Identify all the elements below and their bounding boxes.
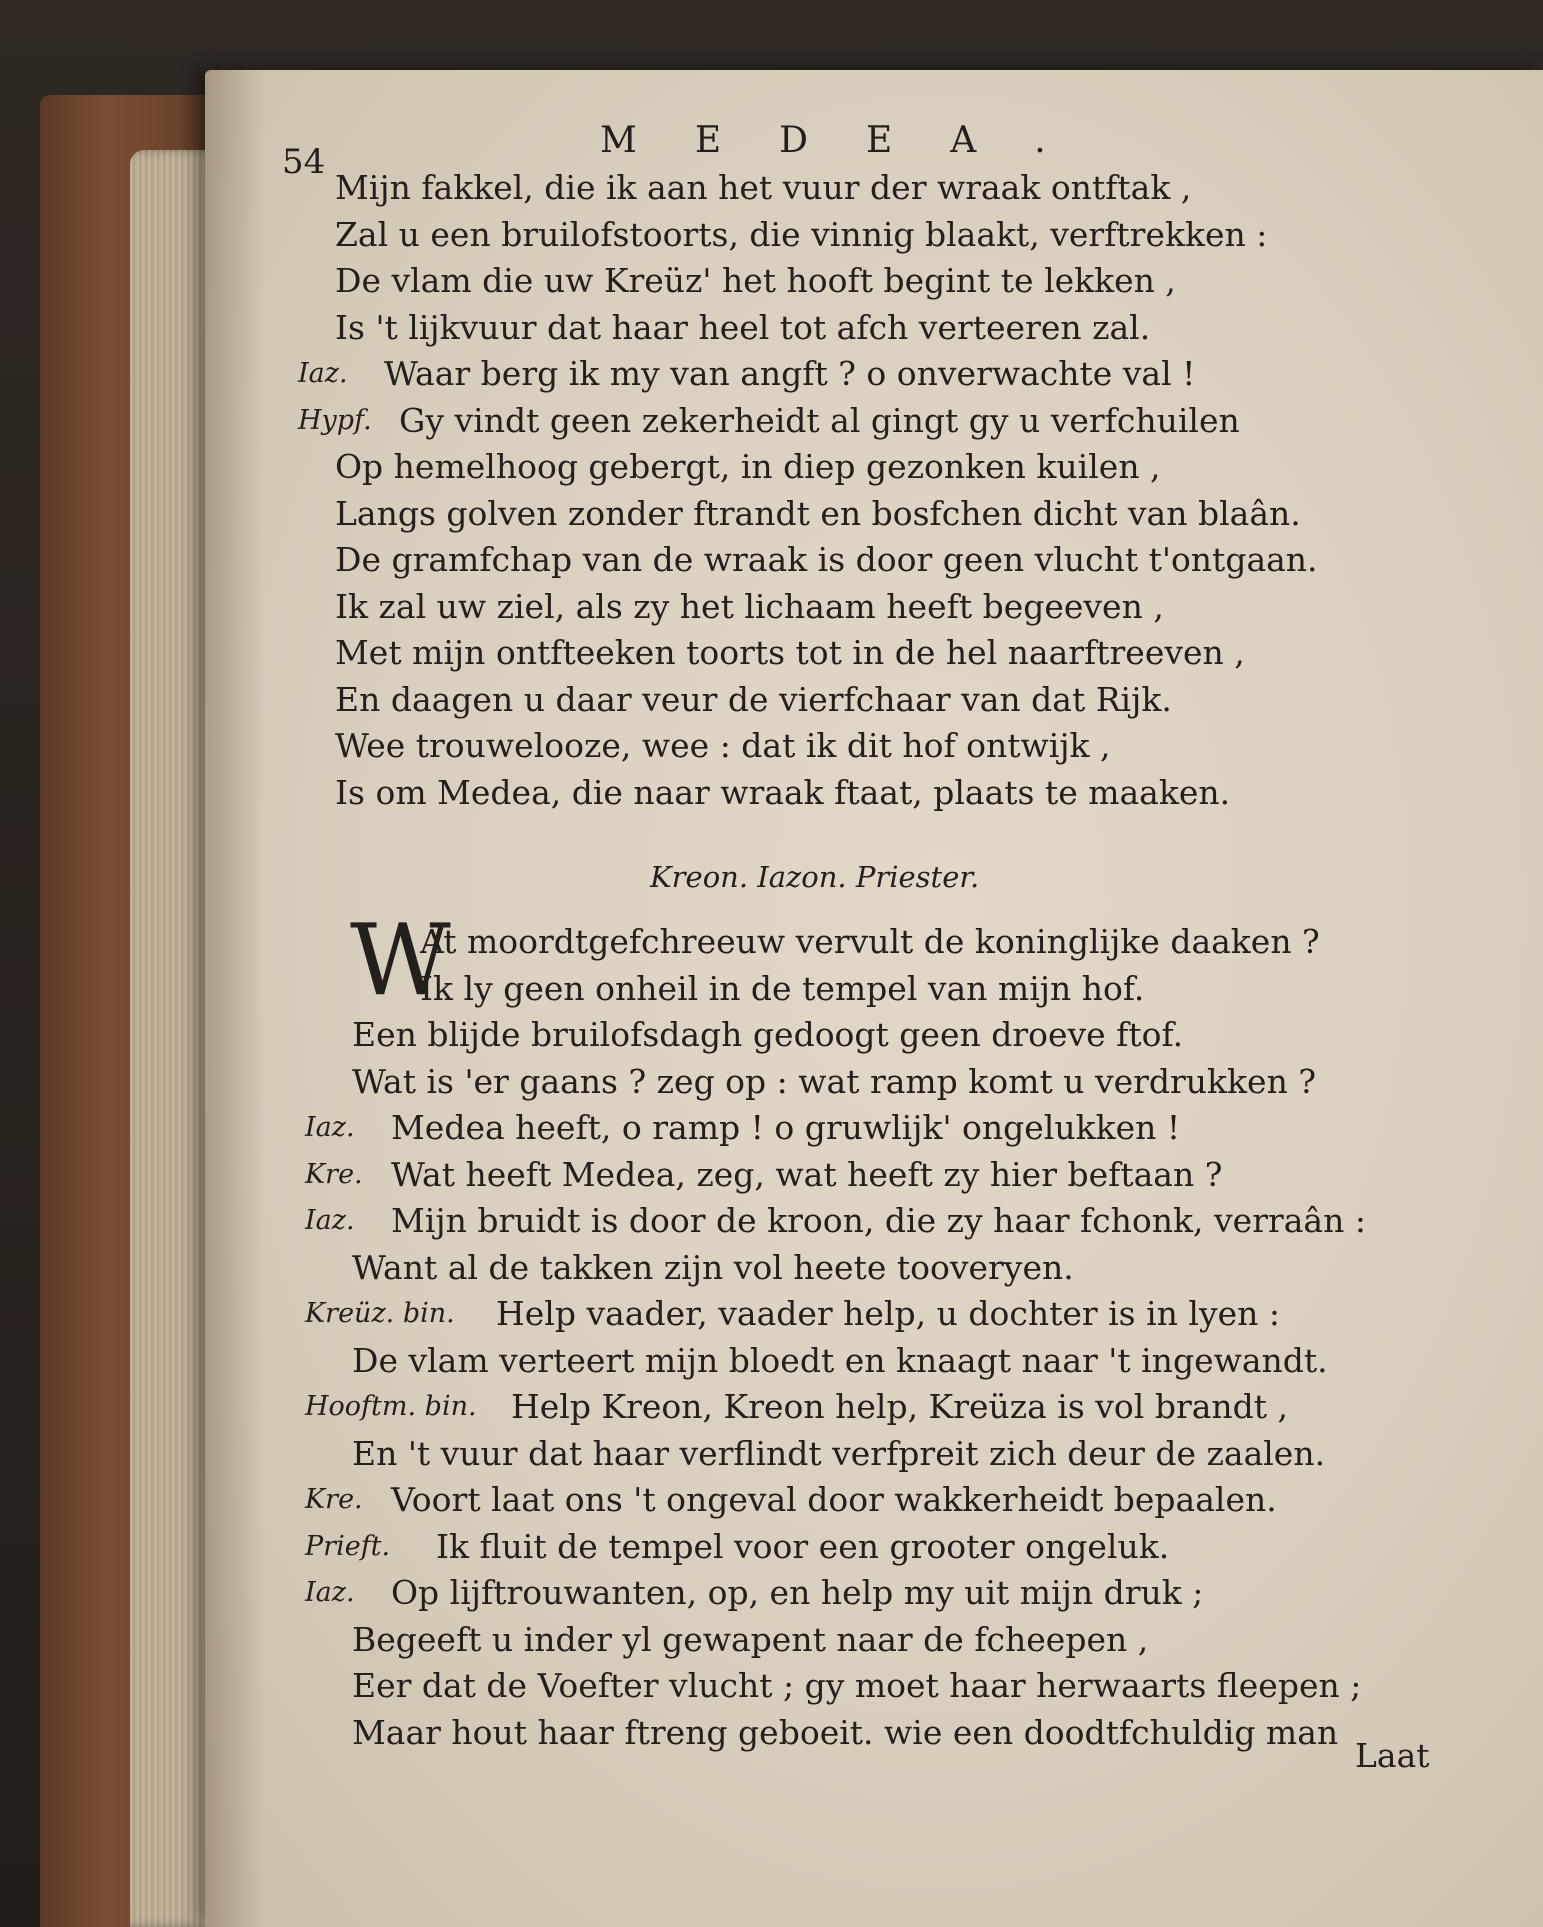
speaker-label: Kre.	[305, 1158, 363, 1190]
verse-line: Want al de takken zijn vol heete tooveryen.	[352, 1247, 1074, 1287]
drop-cap: W	[350, 904, 451, 1018]
verse-line: Medea heeft, o ramp ! o gruwlijk' ongelukken !	[391, 1108, 1181, 1147]
speaker-label: Hooftm. bin.	[305, 1391, 477, 1422]
speaker-label: Iaz.	[305, 1205, 355, 1236]
verse-line: De vlam die uw Kreüz' het hooft begint te lekken ,	[335, 261, 1176, 300]
speaker-label: Kre.	[305, 1484, 363, 1515]
verse-line: Zal u een bruilofstoorts, die vinnig blaakt, verftrekken :	[335, 214, 1268, 254]
verse-line: Op lijftrouwanten, op, en help my uit mijn druk ;	[391, 1573, 1204, 1612]
speaker-label: Prieft.	[305, 1530, 391, 1562]
verse-line: Wat is 'er gaans ? zeg op : wat ramp komt u verdrukken ?	[352, 1061, 1317, 1101]
verse-line: Wat heeft Medea, zeg, wat heeft zy hier beftaan ?	[391, 1154, 1223, 1194]
verse-line: Is 't lijkvuur dat haar heel tot afch verteeren zal.	[335, 307, 1151, 347]
verse-line: Ik fluit de tempel voor een grooter ongeluk.	[436, 1526, 1170, 1566]
speaker-label: Iaz.	[298, 358, 348, 389]
speaker-label: Hypf.	[298, 404, 372, 436]
verse-line: Ik ly geen onheil in de tempel van mijn hof.	[420, 968, 1145, 1008]
verse-line: Is om Medea, die naar wraak ftaat, plaats te maaken.	[335, 772, 1231, 812]
verse-line: Waar berg ik my van angft ? o onverwachte val !	[384, 354, 1196, 393]
scene-heading: Kreon. Iazon. Priester.	[650, 860, 980, 894]
verse-line: Voort laat ons 't ongeval door wakkerheidt bepaalen.	[391, 1480, 1277, 1519]
verse-line: Langs golven zonder ftrandt en bosfchen dicht van blaân.	[335, 493, 1301, 533]
catchword: Laat	[1355, 1736, 1430, 1775]
verse-line: Gy vindt geen zekerheidt al gingt gy u verfchuilen	[399, 400, 1240, 440]
verse-line: Ik zal uw ziel, als zy het lichaam heeft begeeven ,	[335, 586, 1164, 626]
verse-line: Een blijde bruilofsdagh gedoogt geen droeve ftof.	[352, 1015, 1184, 1054]
verse-line: Mijn bruidt is door de kroon, die zy haar fchonk, verraân :	[391, 1201, 1366, 1240]
running-head: MEDEA.	[600, 120, 1104, 161]
speaker-label: Iaz.	[305, 1577, 355, 1608]
verse-line: En 't vuur dat haar verflindt verfpreit zich deur de zaalen.	[352, 1433, 1326, 1473]
verse-line: Help vaader, vaader help, u dochter is in lyen :	[496, 1294, 1280, 1333]
speaker-label: Iaz.	[305, 1112, 355, 1143]
verse-line: Mijn fakkel, die ik aan het vuur der wraak ontftak ,	[335, 168, 1192, 207]
verse-line: Met mijn ontfteeken toorts tot in de hel naarftreeven ,	[335, 633, 1245, 672]
verse-line: Help Kreon, Kreon help, Kreüza is vol brandt ,	[511, 1387, 1289, 1426]
verse-line: De gramfchap van de wraak is door geen vlucht t'ontgaan.	[335, 540, 1318, 579]
verse-line: Op hemelhoog gebergt, in diep gezonken kuilen ,	[335, 447, 1161, 486]
page-number: 54	[282, 142, 326, 182]
verse-line: Wee trouwelooze, wee : dat ik dit hof ontwijk ,	[335, 726, 1111, 765]
verse-line: Maar hout haar ftreng geboeit. wie een doodtfchuldig man	[352, 1712, 1339, 1752]
verse-line: At moordtgefchreeuw vervult de koninglijke daaken ?	[420, 922, 1320, 961]
verse-line: Eer dat de Voefter vlucht ; gy moet haar herwaarts fleepen ;	[352, 1666, 1362, 1705]
verse-line: Begeeft u inder yl gewapent naar de fcheepen ,	[352, 1619, 1149, 1659]
speaker-label: Kreüz. bin.	[305, 1298, 455, 1329]
verse-line: De vlam verteert mijn bloedt en knaagt naar 't ingewandt.	[352, 1340, 1328, 1380]
verse-line: En daagen u daar veur de vierfchaar van dat Rijk.	[335, 679, 1172, 719]
